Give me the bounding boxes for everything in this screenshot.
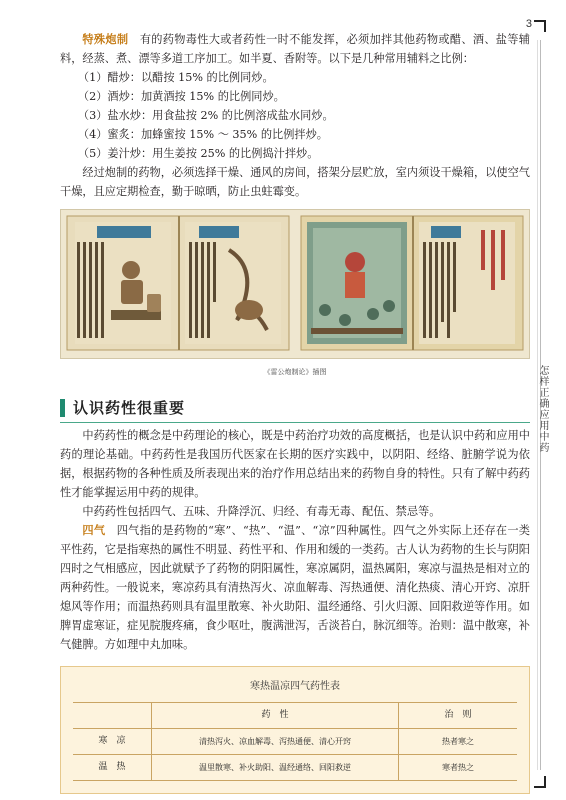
list-item: （5）姜汁炒：用生姜按 25% 的比例捣汁拌炒。 [77, 147, 319, 160]
storage-paragraph: 经过炮制的药物，必须选择干燥、通风的房间，搭架分层贮放，室内须设干燥箱，以使空气干燥，且应定期检查，勤于晾晒，防止虫蛀霉变。 [60, 166, 530, 198]
body-paragraph: 中药药性的概念是中药理论的核心，既是中药治疗功效的高度概括，也是认识中药和应用中药的理论基础。中药药性是我国历代医家在长期的医疗实践中，以阴阳、经络、脏腑学说为依据，根据药物的各种性质及所表现出来的治疗作用总结出来的药物自身的特性。只有了解中药药性才能掌握运用中药的规律。 [60, 429, 530, 499]
table-cell-principle: 热者寒之 [399, 729, 518, 755]
processing-term: 特殊炮制 [82, 33, 129, 46]
four-qi-table-box [60, 666, 530, 794]
four-qi-term: 四气 [82, 524, 106, 537]
table-header: 治 则 [399, 703, 518, 729]
illustration-image [61, 210, 529, 356]
table-row [73, 729, 517, 755]
list-item: （1）醋炒：以醋按 15% 的比例同炒。 [77, 71, 274, 84]
illustration-figure [60, 209, 530, 359]
table-cell-property: 温里散寒、补火助阳、温经通络、回阳救逆 [152, 755, 399, 781]
heading-underline [60, 422, 530, 423]
page-number: 3 [525, 18, 532, 30]
table-cell-name: 温 热 [73, 755, 152, 781]
corner-mark-bottom [534, 776, 546, 788]
table-title: 寒热温凉四气药性表 [250, 681, 340, 692]
heading-bar [60, 399, 65, 417]
section-title: 认识药性很重要 [73, 398, 186, 417]
section-heading [60, 396, 530, 420]
table-cell-principle: 寒者热之 [399, 755, 518, 781]
chapter-side-tab: 怎样正确应用中药 [537, 365, 548, 453]
table-cell-property: 清热泻火、凉血解毒、泻热通便、清心开窍 [152, 729, 399, 755]
table-header-row [73, 703, 517, 729]
table-cell-name: 寒 凉 [73, 729, 152, 755]
list-item: （2）酒炒：加黄酒按 15% 的比例同炒。 [77, 90, 285, 103]
list-item: （4）蜜炙：加蜂蜜按 15% ～ 35% 的比例拌炒。 [77, 128, 328, 141]
page-content [60, 30, 530, 794]
table-header [73, 703, 152, 729]
four-qi-table [73, 702, 517, 781]
processing-intro: 有的药物毒性大或者药性一时不能发挥，必须加拌其他药物或醋、酒、盐等辅料，经蒸、煮、漂等多道工序加工。如半夏、香附等。以下是几种常用辅料之比例： [60, 33, 530, 65]
corner-mark-top [534, 20, 546, 32]
processing-paragraph [60, 30, 530, 68]
four-qi-text: 四气指的是药物的“寒”、“热”、“温”、“凉”四种属性。四气之外实际上还存在一类平性药，它是指寒热的属性不明显、药性平和、作用和缓的一类药。古人认为药物的生长与阴阳四时之气相感应，因此就赋予了药物的阴阳属性，寒凉属阴，温热属阳，寒凉与温热是相对立的两种药性。一般说来，寒凉药具有清热泻火、凉血解毒、泻热通便、清化热痰、清心开窍、凉肝熄风等作用；而温热药则具有温里散寒、补火助阳、温经通络、引火归源、回阳救逆等作用。如脾胃虚寒证，症见脘腹疼痛，食少呕吐，腹满泄泻，舌淡苔白，脉沉细等。治则：温中散寒，补气健脾。方如理中丸加味。 [60, 524, 530, 651]
table-header: 药 性 [152, 703, 399, 729]
four-qi-paragraph [60, 521, 530, 654]
list-item: （3）盐水炒：用食盐按 2% 的比例溶成盐水同炒。 [77, 109, 334, 122]
table-row [73, 755, 517, 781]
figure-caption: 《雷公炮制论》插图 [263, 368, 327, 376]
body-paragraph: 中药药性包括四气、五味、升降浮沉、归经、有毒无毒、配伍、禁忌等。 [82, 505, 441, 518]
processing-list [60, 68, 530, 163]
